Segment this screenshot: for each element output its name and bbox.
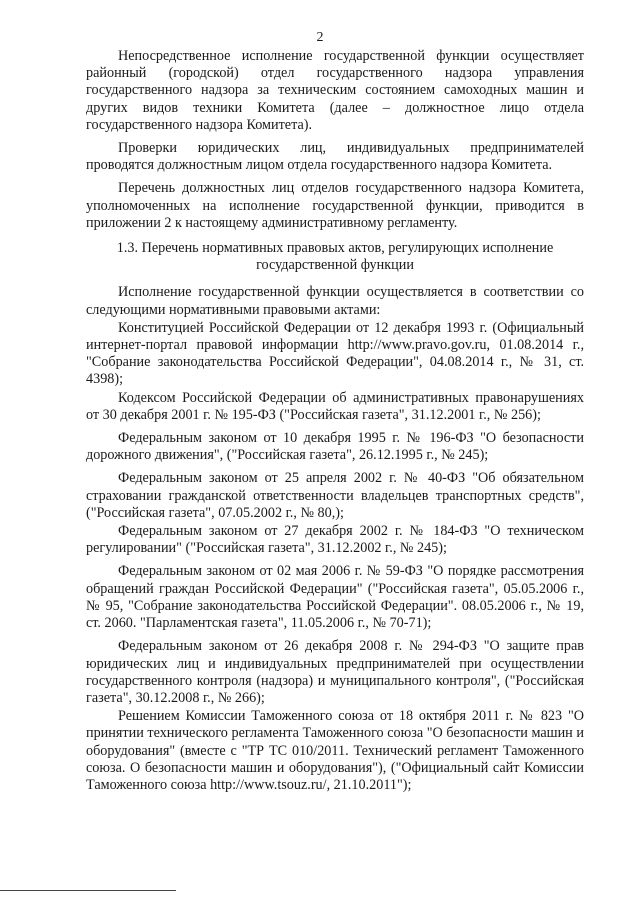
legal-act-item: Федеральным законом от 27 декабря 2002 г. № 184-ФЗ "О техническом регулировании" ("Российская газета", 31.12.2002 г., № 245); [86, 523, 584, 557]
paragraph-executor: Непосредственное исполнение государственной функции осуществляет районный (городской) отдел государственного надзора управления государственного надзора за техническим состоянием самоходных машин и других видов техники Комитета (далее – должностное лицо отдела государственного надзора Комитета). [86, 48, 584, 133]
section-heading: 1.3. Перечень нормативных правовых актов, регулирующих исполнение государственной функции [116, 240, 554, 274]
legal-act-item: Федеральным законом от 26 декабря 2008 г. № 294-ФЗ "О защите прав юридических лиц и индивидуальных предпринимателей при осуществлении государственного контроля (надзора) и муниципального контроля", ("Российская газета", 30.12.2008 г., № 266); [86, 638, 584, 706]
document-body [86, 48, 584, 795]
paragraph-inspections: Проверки юридических лиц, индивидуальных предпринимателей проводятся должностным лицом отдела государственного надзора Комитета. [86, 140, 584, 174]
paragraph-officials-list: Перечень должностных лиц отделов государственного надзора Комитета, уполномоченных на исполнение государственной функции, приводится в приложении 2 к настоящему административному регламенту. [86, 180, 584, 231]
legal-act-item: Конституцией Российской Федерации от 12 декабря 1993 г. (Официальный интернет-портал правовой информации http://www.pravo.gov.ru, 01.08.2014 г., "Собрание законодательства Российской Федерации", 04.08.2014 г., № 31, ст. 4398); [86, 319, 584, 388]
legal-act-item: Кодексом Российской Федерации об административных правонарушениях от 30 декабря 2001 г. № 195-ФЗ ("Российская газета", 31.12.2001 г., № 256); [86, 389, 584, 423]
paragraph-acts-intro: Исполнение государственной функции осуществляется в соответствии со следующими нормативными правовыми актами: [86, 284, 584, 318]
legal-act-item: Федеральным законом от 02 мая 2006 г. № 59-ФЗ "О порядке рассмотрения обращений граждан Российской Федерации" ("Российская газета", 05.05.2006 г., № 95, "Собрание законодательства Российской Федерации". 08.05.2006 г., № 19, ст. 2060. "Парламентская газета", 11.05.2006 г., № 70-71); [86, 563, 584, 632]
legal-act-item: Федеральным законом от 25 апреля 2002 г. № 40-ФЗ "Об обязательном страховании гражданской ответственности владельцев транспортных средств", ("Российская газета", 07.05.2002 г., № 80,); [86, 470, 584, 521]
legal-act-item: Решением Комиссии Таможенного союза от 18 октября 2011 г. № 823 "О принятии технического регламента Таможенного союза "О безопасности машин и оборудования" (вместе с "ТР ТС 010/2011. Технический регламент Таможенного союза. О безопасности машин и оборудования"), ("Официальный сайт Комиссии Таможенного союза http://www.tsouz.ru/, 21.10.2011"); [86, 708, 584, 793]
legal-act-item: Федеральным законом от 10 декабря 1995 г. № 196-ФЗ "О безопасности дорожного движения", ("Российская газета", 26.12.1995 г., № 245); [86, 430, 584, 464]
footnote-separator [0, 890, 176, 891]
page-number: 2 [316, 30, 324, 45]
